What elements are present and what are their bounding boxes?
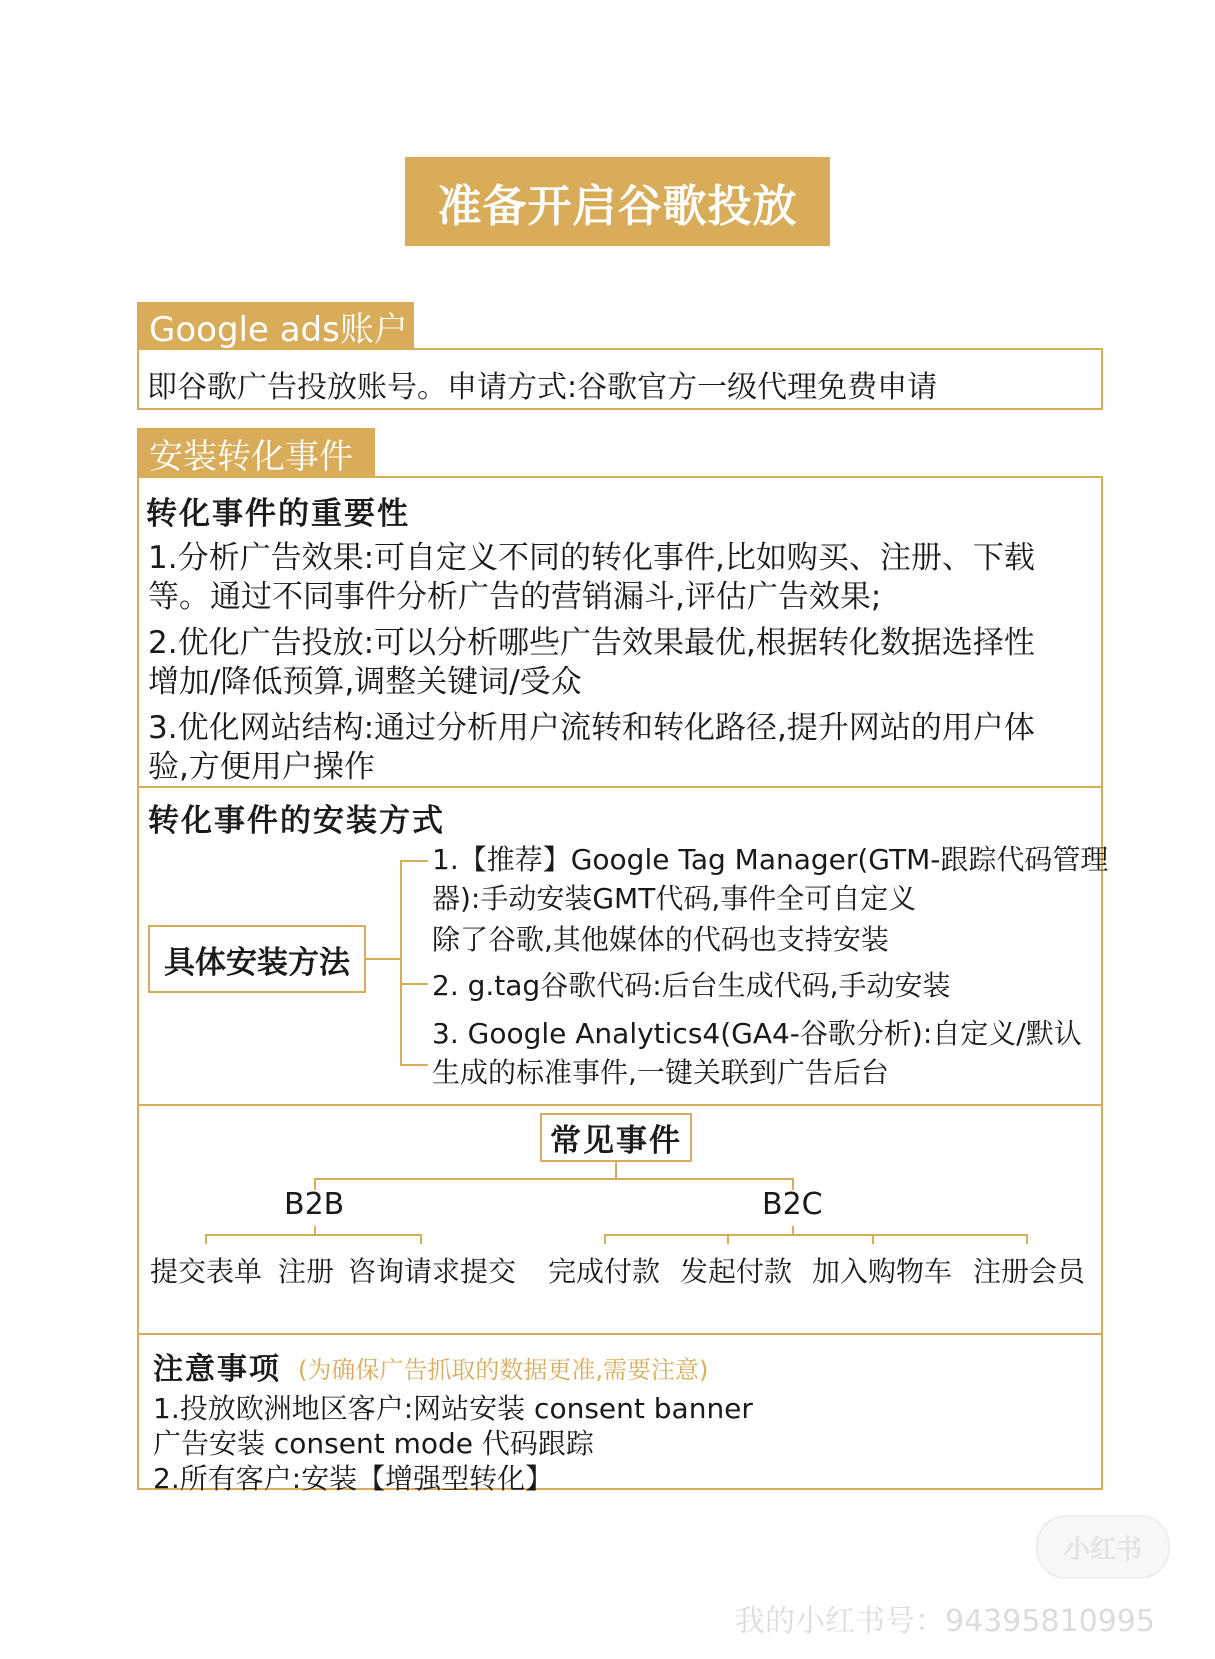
tree-line [314,1178,794,1180]
event-b2b-2: 注册 [278,1255,335,1288]
section-tab-conversion: 安装转化事件 [137,428,375,478]
importance-p3-line2: 验,方便用户操作 [148,749,375,785]
watermark-account: 我的小红书号：94395810995 [735,1604,1155,1639]
bracket-spine [400,860,402,1066]
notes-subtitle: (为确保广告抓取的数据更准,需要注意) [298,1356,709,1384]
tree-line [205,1234,207,1244]
importance-p1-line1: 1.分析广告效果:可自定义不同的转化事件,比如购买、注册、下载 [148,540,1035,576]
tree-line [604,1234,1028,1236]
page-title: 准备开启谷歌投放 [405,157,830,246]
event-b2c-4: 注册会员 [973,1255,1086,1288]
tree-line [872,1234,874,1244]
bracket-tick [400,983,428,985]
google-ads-description: 即谷歌广告投放账号。申请方式:谷歌官方一级代理免费申请 [147,370,938,405]
importance-p2-line2: 增加/降低预算,调整关键词/受众 [148,664,582,700]
event-b2c-3: 加入购物车 [812,1255,953,1288]
importance-heading: 转化事件的重要性 [146,496,410,532]
divider [137,786,1103,788]
install-method-box: 具体安装方法 [148,925,366,993]
importance-p1-line2: 等。通过不同事件分析广告的营销漏斗,评估广告效果; [148,579,882,615]
notes-line1: 1.投放欧洲地区客户:网站安装 consent banner [153,1392,753,1425]
section-tab-google-ads: Google ads账户 [137,302,414,350]
bracket-tick [400,860,428,862]
event-b2b-1: 提交表单 [150,1255,263,1288]
notes-line3: 2.所有客户:安装【增强型转化】 [153,1462,554,1495]
watermark-logo [1036,1515,1170,1579]
tree-line [205,1234,422,1236]
tree-line [727,1234,729,1244]
method3-line2: 生成的标准事件,一键关联到广告后台 [432,1056,889,1089]
method3-line1: 3. Google Analytics4(GA4-谷歌分析):自定义/默认 [432,1017,1082,1050]
importance-p3-line1: 3.优化网站结构:通过分析用户流转和转化路径,提升网站的用户体 [148,710,1035,746]
notes-heading: 注意事项 [153,1352,281,1387]
bracket-tick [400,1064,428,1066]
common-events-box: 常见事件 [540,1113,692,1162]
event-b2b-3: 咨询请求提交 [348,1255,517,1288]
method1-line1: 1.【推荐】Google Tag Manager(GTM-跟踪代码管理 [432,843,1109,876]
method2: 2. g.tag谷歌代码:后台生成代码,手动安装 [432,969,951,1002]
method1-line3: 除了谷歌,其他媒体的代码也支持安装 [432,923,889,956]
tree-line [604,1234,606,1244]
b2b-label: B2B [284,1187,345,1222]
watermark-logo-text: 小红书 [1063,1534,1142,1565]
tree-line [420,1234,422,1244]
importance-p2-line1: 2.优化广告投放:可以分析哪些广告效果最优,根据转化数据选择性 [148,625,1035,661]
install-heading: 转化事件的安装方式 [148,803,445,839]
notes-line2: 广告安装 consent mode 代码跟踪 [153,1427,594,1460]
bracket-connector [366,958,402,960]
method1-line2: 器):手动安装GMT代码,事件全可自定义 [432,882,917,915]
divider [137,1333,1103,1335]
event-b2c-2: 发起付款 [680,1255,793,1288]
tree-line [1026,1234,1028,1244]
divider [137,1104,1103,1106]
event-b2c-1: 完成付款 [548,1255,661,1288]
b2c-label: B2C [762,1187,823,1222]
